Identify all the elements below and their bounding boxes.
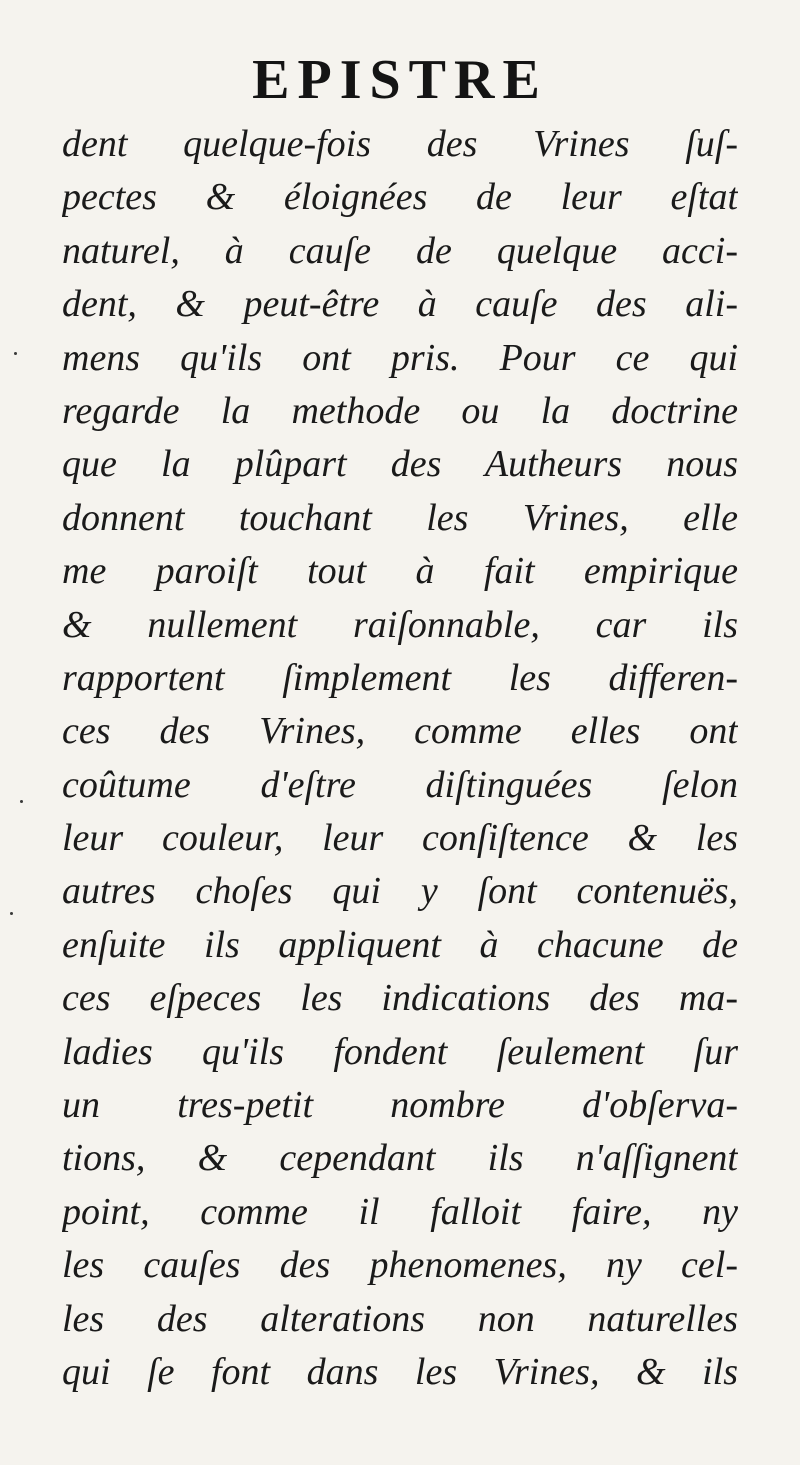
text-line: mens qu'ils ont pris. Pour ce qui — [62, 336, 738, 379]
text-line: ces eſpeces les indications des ma- — [62, 977, 738, 1020]
text-line: donnent touchant les Vrines, elle — [62, 496, 738, 539]
text-line: dent, & peut-être à cauſe des ali- — [62, 283, 738, 326]
text-line: coûtume d'eſtre diſtinguées ſelon — [62, 763, 738, 806]
text-line: autres choſes qui y ſont contenuës, — [62, 870, 738, 913]
ink-speck — [10, 912, 13, 915]
body-text — [62, 118, 738, 1399]
text-line: que la plûpart des Autheurs nous — [62, 443, 738, 486]
text-line: un tres-petit nombre d'obſerva- — [62, 1084, 738, 1127]
text-line: les cauſes des phenomenes, ny cel- — [62, 1244, 738, 1287]
ink-speck — [20, 800, 23, 803]
text-line: qui ſe font dans les Vrines, & ils — [62, 1350, 738, 1393]
text-line: naturel, à cauſe de quelque acci- — [62, 229, 738, 272]
text-line: regarde la methode ou la doctrine — [62, 389, 738, 432]
text-line: tions, & cependant ils n'aſſignent — [62, 1137, 738, 1180]
running-head: EPISTRE — [252, 49, 548, 111]
text-line: les des alterations non naturelles — [62, 1297, 738, 1340]
text-line: dent quelque-fois des Vrines ſuſ- — [62, 123, 738, 165]
text-line: me paroiſt tout à fait empirique — [62, 550, 738, 593]
text-line: enſuite ils appliquent à chacune de — [62, 923, 738, 966]
text-line: & nullement raiſonnable, car ils — [62, 603, 738, 646]
text-line: ces des Vrines, comme elles ont — [62, 710, 738, 753]
text-line: leur couleur, leur conſiſtence & les — [62, 817, 738, 860]
text-line: ladies qu'ils fondent ſeulement ſur — [62, 1030, 738, 1073]
text-line: point, comme il falloit faire, ny — [62, 1190, 738, 1233]
text-line: rapportent ſimplement les differen- — [62, 656, 738, 699]
ink-speck — [14, 352, 17, 355]
text-line: pectes & éloignées de leur eſtat — [62, 176, 738, 219]
